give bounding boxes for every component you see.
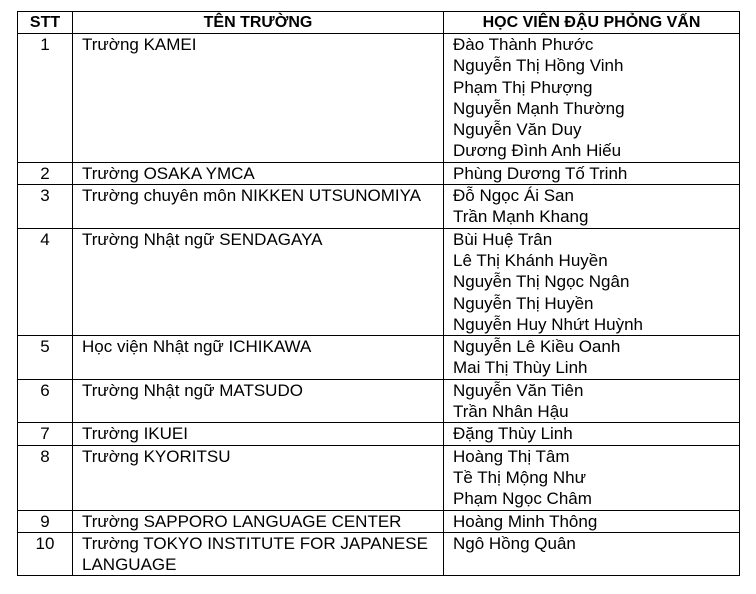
table-row xyxy=(18,228,740,335)
table-row xyxy=(18,336,740,380)
header-students: HỌC VIÊN ĐẬU PHỎNG VẤN xyxy=(444,12,740,34)
students-cell xyxy=(444,423,740,445)
school-name: Trường Nhật ngữ SENDAGAYA xyxy=(82,229,323,249)
student-name: Trần Mạnh Khang xyxy=(453,207,589,227)
student-name: Nguyễn Văn Tiên xyxy=(453,380,584,400)
student-name: Trần Nhân Hậu xyxy=(453,402,569,422)
school-cell xyxy=(73,228,444,335)
students-cell xyxy=(444,510,740,532)
school-name: Trường chuyên môn NIKKEN UTSUNOMIYA xyxy=(82,186,422,206)
student-name: Đặng Thùy Linh xyxy=(453,424,573,444)
student-name: Ngô Hồng Quân xyxy=(453,533,576,553)
table-row xyxy=(18,445,740,510)
student-name: Phùng Dương Tố Trinh xyxy=(453,163,628,183)
student-name: Phạm Thị Phượng xyxy=(453,77,593,97)
student-name: Nguyễn Mạnh Thường xyxy=(453,98,625,118)
students-cell xyxy=(444,228,740,335)
stt-cell: 9 xyxy=(18,510,73,532)
school-name: Trường SAPPORO LANGUAGE CENTER xyxy=(82,511,402,531)
table-row xyxy=(18,423,740,445)
table-row xyxy=(18,34,740,163)
stt-cell: 10 xyxy=(18,532,73,576)
students-cell xyxy=(444,162,740,184)
students-cell xyxy=(444,336,740,380)
stt-cell: 3 xyxy=(18,185,73,229)
school-cell xyxy=(73,510,444,532)
table-row xyxy=(18,162,740,184)
student-name: Tề Thị Mộng Như xyxy=(453,467,586,487)
student-name: Nguyễn Văn Duy xyxy=(453,120,582,140)
header-stt: STT xyxy=(18,12,73,34)
school-cell xyxy=(73,336,444,380)
students-cell xyxy=(444,445,740,510)
school-cell xyxy=(73,379,444,423)
students-cell xyxy=(444,185,740,229)
school-cell xyxy=(73,532,444,576)
students-cell xyxy=(444,379,740,423)
table-body xyxy=(18,34,740,576)
school-name: Trường KYORITSU xyxy=(82,446,231,466)
student-name: Nguyễn Thị Hồng Vinh xyxy=(453,56,624,76)
school-name: Trường KAMEI xyxy=(82,35,197,54)
stt-cell: 8 xyxy=(18,445,73,510)
student-name: Đào Thành Phước xyxy=(453,35,594,54)
stt-cell: 4 xyxy=(18,228,73,335)
school-name: Trường Nhật ngữ MATSUDO xyxy=(82,380,303,400)
school-cell xyxy=(73,34,444,163)
student-name: Nguyễn Thị Ngọc Ngân xyxy=(453,272,630,292)
table-row xyxy=(18,510,740,532)
school-cell xyxy=(73,185,444,229)
school-cell xyxy=(73,162,444,184)
student-name: Bùi Huệ Trân xyxy=(453,229,553,249)
student-name: Nguyễn Huy Nhứt Huỳnh xyxy=(453,314,643,334)
school-name: Trường OSAKA YMCA xyxy=(82,163,255,183)
school-name: Học viện Nhật ngữ ICHIKAWA xyxy=(82,337,312,357)
table-row xyxy=(18,379,740,423)
header-school: TÊN TRƯỜNG xyxy=(73,12,444,34)
students-cell xyxy=(444,34,740,163)
student-name: Mai Thị Thùy Linh xyxy=(453,358,588,378)
school-name: Trường IKUEI xyxy=(82,424,188,444)
school-cell xyxy=(73,445,444,510)
school-name: Trường TOKYO INSTITUTE FOR JAPANESE LANGUAGE xyxy=(82,533,428,575)
stt-cell: 6 xyxy=(18,379,73,423)
student-name: Lê Thị Khánh Huyền xyxy=(453,250,608,270)
stt-cell: 1 xyxy=(18,34,73,163)
student-name: Hoàng Thị Tâm xyxy=(453,446,570,466)
student-name: Phạm Ngọc Châm xyxy=(453,489,592,509)
stt-cell: 5 xyxy=(18,336,73,380)
table-row xyxy=(18,532,740,576)
student-name: Nguyễn Lê Kiều Oanh xyxy=(453,337,621,357)
school-cell xyxy=(73,423,444,445)
table-header xyxy=(18,12,740,34)
students-cell xyxy=(444,532,740,576)
stt-cell: 7 xyxy=(18,423,73,445)
student-name: Dương Đình Anh Hiếu xyxy=(453,141,622,161)
student-name: Hoàng Minh Thông xyxy=(453,511,598,531)
student-name: Nguyễn Thị Huyền xyxy=(453,293,594,313)
results-table xyxy=(17,11,740,576)
header-row xyxy=(18,12,740,34)
student-name: Đỗ Ngọc Ái San xyxy=(453,186,574,206)
table-row xyxy=(18,185,740,229)
stt-cell: 2 xyxy=(18,162,73,184)
